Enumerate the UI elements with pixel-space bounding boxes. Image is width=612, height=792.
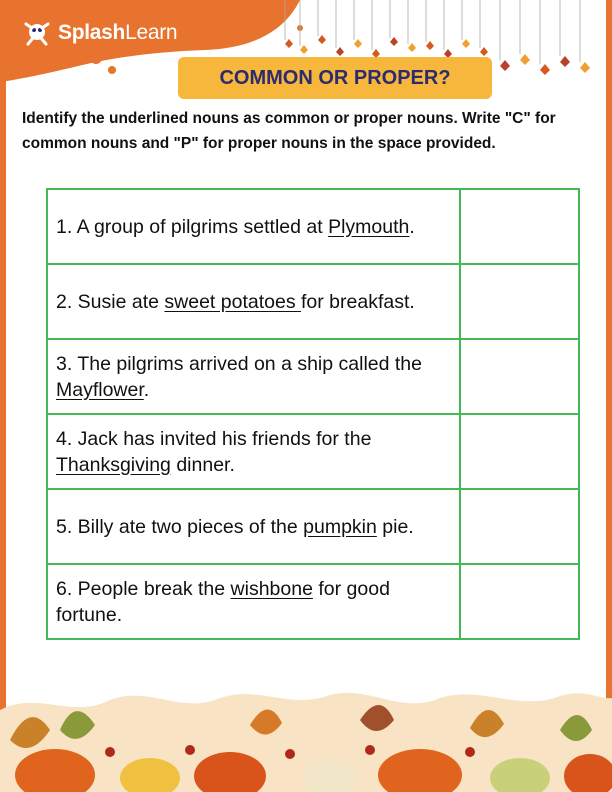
question-text-after: for breakfast. (301, 290, 415, 313)
answer-box[interactable] (460, 414, 579, 489)
question-text-after: for good fortune. (56, 577, 390, 626)
underlined-noun: Thanksgiving (56, 453, 171, 476)
question-text-before: 3. The pilgrims arrived on a ship called the (56, 352, 422, 375)
brand-name: SplashLearn (58, 21, 178, 44)
underlined-noun: Mayflower (56, 378, 144, 401)
question-row (47, 564, 579, 639)
question-text-after: . (143, 378, 150, 401)
question-row (47, 414, 579, 489)
instructions: Identify the underlined nouns as common or proper nouns. Write "C" for common nouns and "P" for proper nouns in the space provided. (22, 110, 556, 152)
underlined-noun: wishbone (230, 577, 313, 600)
question-text (47, 414, 460, 489)
question-text-before: 6. People break the (56, 577, 231, 600)
answer-box[interactable] (460, 489, 579, 564)
question-text-after: . (409, 215, 415, 238)
autumn-harvest-illustration (0, 680, 612, 792)
underlined-noun: sweet potatoes (164, 290, 301, 313)
splash-mascot-icon (22, 18, 52, 48)
question-text-after: dinner. (170, 453, 235, 476)
question-text (47, 264, 460, 339)
question-text-before: 1. A group of pilgrims settled at (56, 215, 329, 238)
question-text (47, 489, 460, 564)
question-text (47, 339, 460, 414)
question-row (47, 339, 579, 414)
underlined-noun: pumpkin (303, 515, 377, 538)
answer-box[interactable] (460, 264, 579, 339)
question-text-after: pie. (376, 515, 414, 538)
answer-box[interactable] (460, 189, 579, 264)
question-row (47, 264, 579, 339)
question-text (47, 189, 460, 264)
question-row (47, 189, 579, 264)
worksheet-title: COMMON OR PROPER? (178, 57, 492, 99)
question-text-before: 4. Jack has invited his friends for the (56, 427, 372, 450)
question-row (47, 489, 579, 564)
underlined-noun: Plymouth (328, 215, 410, 238)
splashlearn-logo (22, 18, 177, 48)
answer-box[interactable] (460, 564, 579, 639)
question-text (47, 564, 460, 639)
leaf-garland (285, 0, 580, 64)
question-text-before: 5. Billy ate two pieces of the (56, 515, 304, 538)
question-table (46, 188, 580, 640)
answer-box[interactable] (460, 339, 579, 414)
question-text-before: 2. Susie ate (56, 290, 165, 313)
